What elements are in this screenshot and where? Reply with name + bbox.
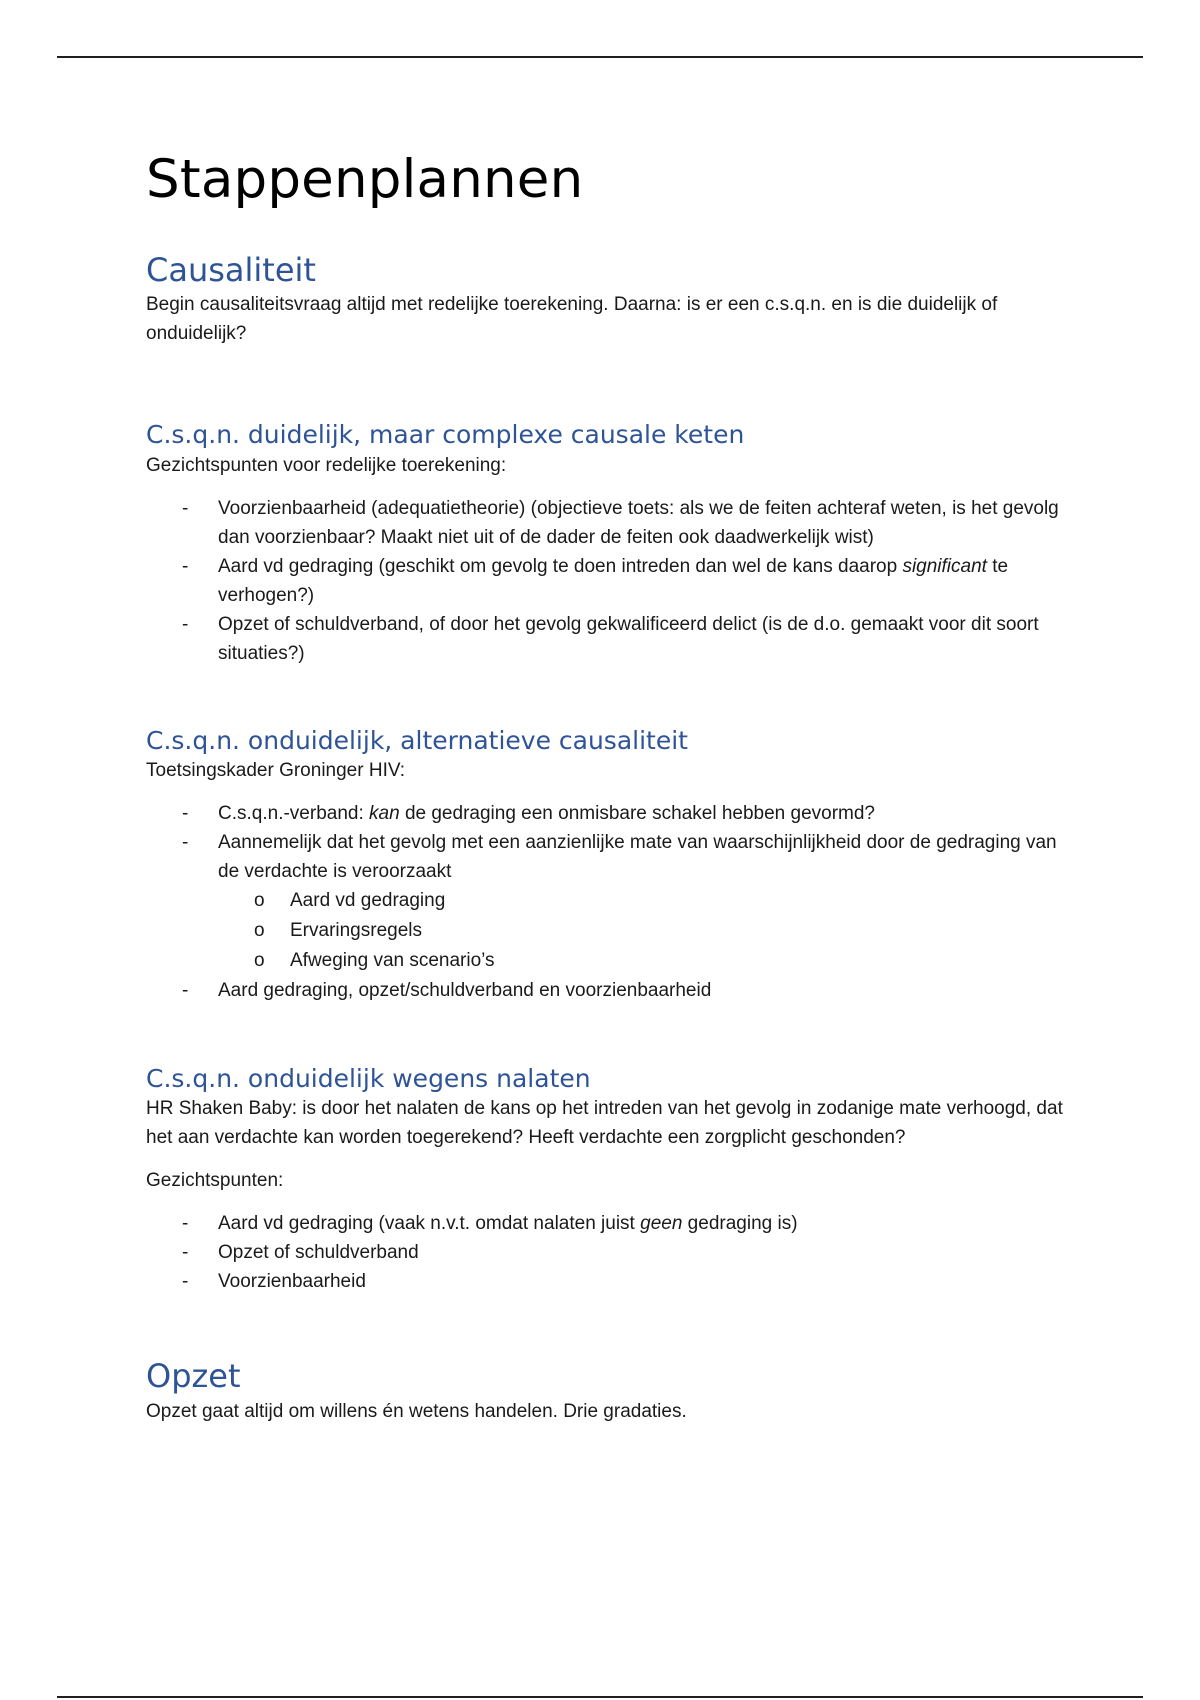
heading-csqn-duidelijk: C.s.q.n. duidelijk, maar complexe causale keten (146, 420, 745, 450)
dash-bullet: - (182, 803, 189, 825)
heading-opzet: Opzet (146, 1357, 241, 1396)
dash-bullet: - (182, 980, 189, 1002)
dash-bullet: - (182, 498, 189, 520)
list-item: - Aard vd gedraging (geschikt om gevolg te doen intreden dan wel de kans daarop significant te verhogen?) (146, 552, 1066, 610)
dash-bullet: - (182, 614, 189, 636)
heading-csqn-nalaten: C.s.q.n. onduidelijk wegens nalaten (146, 1064, 591, 1094)
circle-bullet: o (254, 950, 265, 972)
page-title: Stappenplannen (146, 149, 584, 210)
list-item: - Aard vd gedraging (vaak n.v.t. omdat nalaten juist geen gedraging is) (146, 1209, 1066, 1238)
list-item: - C.s.q.n.-verband: kan de gedraging een onmisbare schakel hebben gevormd? (146, 799, 1066, 828)
list-item: - Aard gedraging, opzet/schuldverband en voorzienbaarheid (146, 976, 1066, 1005)
heading-csqn-alternatief: C.s.q.n. onduidelijk, alternatieve causaliteit (146, 726, 688, 756)
document-page (146, 140, 1066, 1426)
dash-bullet: - (182, 556, 189, 578)
emphasis: kan (369, 803, 400, 825)
circle-bullet: o (254, 890, 265, 912)
list-item: - Opzet of schuldverband (146, 1238, 1066, 1267)
sub-list-item: o Ervaringsregels (218, 916, 1066, 946)
emphasis: significant (902, 556, 987, 578)
alternatief-intro: Toetsingskader Groninger HIV: (146, 760, 406, 782)
duidelijk-intro: Gezichtspunten voor redelijke toerekening: (146, 455, 507, 477)
header-rule (57, 56, 1143, 58)
list-item: - Voorzienbaarheid (146, 1267, 1066, 1296)
circle-bullet: o (254, 920, 265, 942)
dash-bullet: - (182, 1271, 189, 1293)
sub-list-item: o Afweging van scenario’s (218, 946, 1066, 976)
nalaten-list (146, 1209, 1066, 1296)
alternatief-list (146, 799, 1066, 1005)
emphasis: geen (640, 1213, 683, 1235)
duidelijk-list (146, 494, 1066, 668)
dash-bullet: - (182, 1242, 189, 1264)
nalaten-intro: HR Shaken Baby: is door het nalaten de kans op het intreden van het gevolg in zodanige mate verhoogd, dat het aan verdachte kan worden toegerekend? Heeft verdachte een zorgplicht geschonden? (146, 1098, 1063, 1149)
causaliteit-intro: Begin causaliteitsvraag altijd met redelijke toerekening. Daarna: is er een c.s.q.n. en is die duidelijk of onduidelijk? (146, 294, 998, 345)
heading-causaliteit: Causaliteit (146, 250, 316, 289)
dash-bullet: - (182, 832, 189, 854)
footer-rule (57, 1696, 1143, 1698)
list-item: - Opzet of schuldverband, of door het gevolg gekwalificeerd delict (is de d.o. gemaakt voor dit soort situaties?) (146, 610, 1066, 668)
opzet-intro: Opzet gaat altijd om willens én wetens handelen. Drie gradaties. (146, 1401, 687, 1423)
list-item: - Voorzienbaarheid (adequatietheorie) (objectieve toets: als we de feiten achteraf weten, is het gevolg dan voorzienbaar? Maakt niet uit of de dader de feiten ook daadwerkelijk wist) (146, 494, 1066, 552)
sub-list (218, 886, 1066, 976)
nalaten-intro2: Gezichtspunten: (146, 1170, 284, 1192)
dash-bullet: - (182, 1213, 189, 1235)
sub-list-item: o Aard vd gedraging (218, 886, 1066, 916)
list-item: - Aannemelijk dat het gevolg met een aanzienlijke mate van waarschijnlijkheid door de gedraging van de verdachte is veroorzaakt o Aard vd gedraging o Ervaringsregels o Afweging van scenario’s (146, 828, 1066, 976)
